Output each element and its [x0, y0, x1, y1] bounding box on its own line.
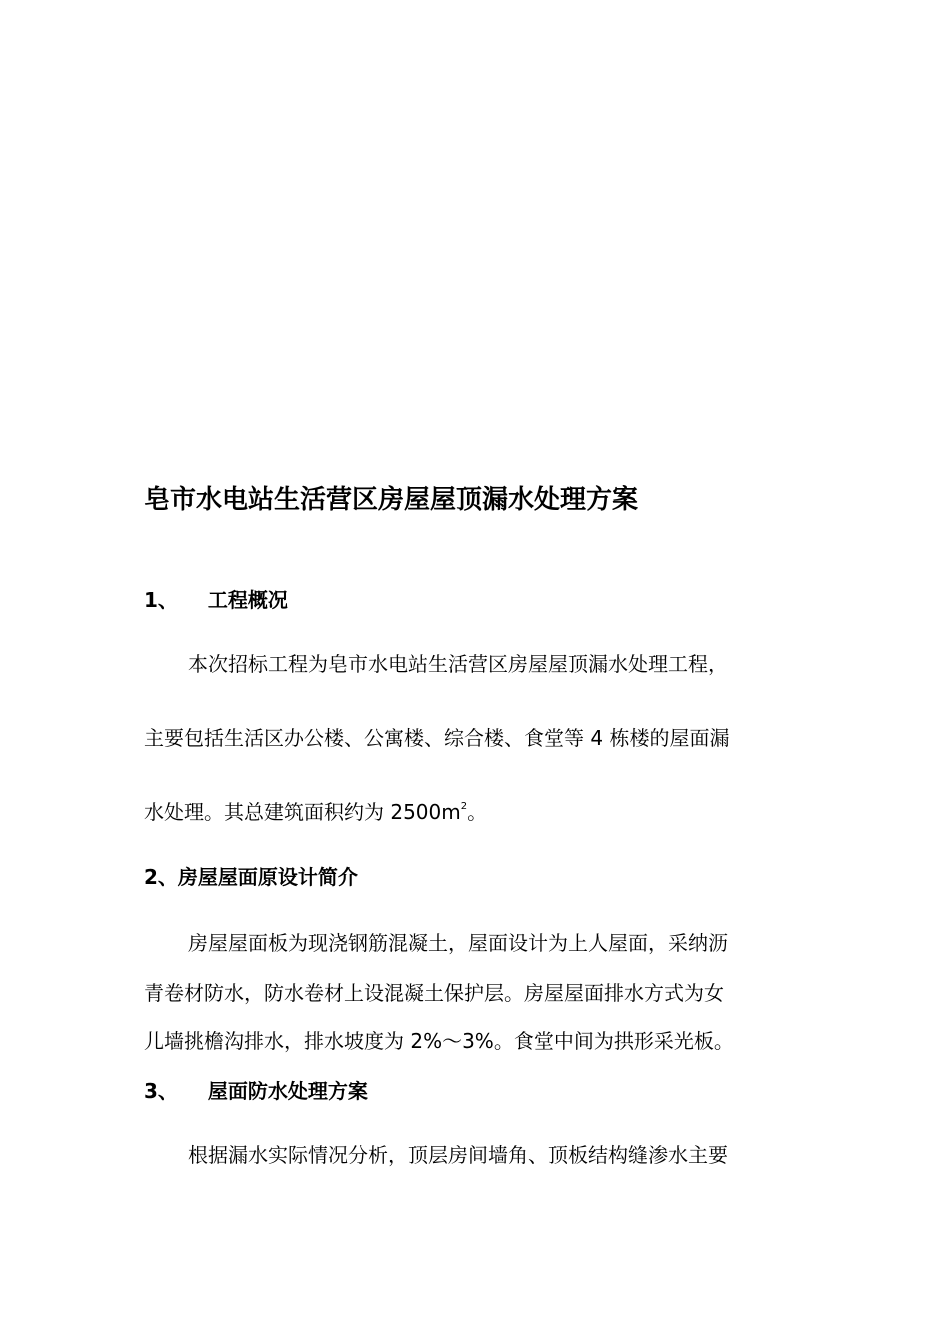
section-1-line-1: 本次招标工程为皂市水电站生活营区房屋屋顶漏水处理工程，: [188, 652, 728, 676]
section-3-line-1: 根据漏水实际情况分析，顶层房间墙角、顶板结构缝渗水主要: [188, 1143, 728, 1167]
section-2-title: 房屋屋面原设计简介: [177, 865, 358, 889]
section-2-number: 2、: [144, 865, 178, 889]
section-1-line-3: [144, 798, 487, 826]
area-superscript: 2: [460, 801, 468, 812]
document-title: 皂市水电站生活营区房屋屋顶漏水处理方案: [144, 485, 639, 515]
area-text: 水处理。其总建筑面积约为 2500m: [144, 800, 461, 824]
section-2-heading: [144, 863, 358, 891]
section-1-number: 1、: [144, 588, 178, 612]
section-2-line-3: 儿墙挑檐沟排水，排水坡度为 2%～3%。食堂中间为拱形采光板。: [144, 1029, 734, 1053]
section-3-number: 3、: [144, 1079, 178, 1103]
section-1-heading: [144, 586, 288, 614]
section-2-line-1: 房屋屋面板为现浇钢筋混凝土，屋面设计为上人屋面，采纳沥: [188, 931, 728, 955]
section-3-heading: [144, 1077, 368, 1105]
section-1-line-2: 主要包括生活区办公楼、公寓楼、综合楼、食堂等 4 栋楼的屋面漏: [144, 726, 730, 750]
section-2-line-2: 青卷材防水，防水卷材上设混凝土保护层。房屋屋面排水方式为女: [144, 981, 724, 1005]
section-3-title: 屋面防水处理方案: [207, 1079, 368, 1103]
section-1-title: 工程概况: [207, 588, 288, 612]
area-period: 。: [467, 800, 488, 824]
